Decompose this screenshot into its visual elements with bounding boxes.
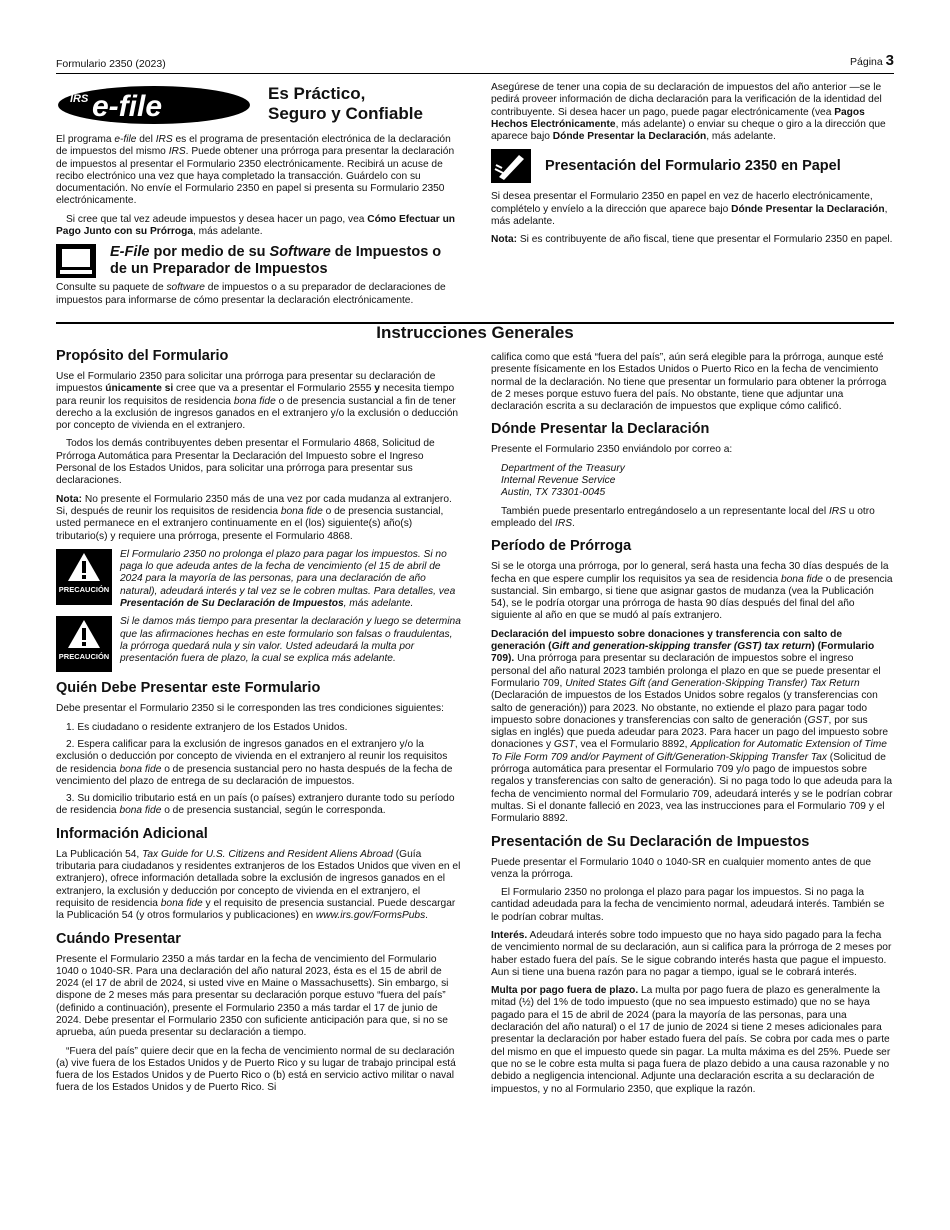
address-line-3: Austin, TX 73301-0045	[501, 487, 606, 499]
filing-heading: Presentación de Su Declaración de Impuestos	[491, 833, 810, 850]
condition-2: 2. Espera calificar para la exclusión de ingresos ganados en el extranjero y/o la exclusión o deducción por concepto de vivienda en el extranjero al reunir los requisitos de residencia bona fide o de presencia sustancial pero no hasta después de la fecha de vencimiento del plazo de entrega de su declaración de impuestos.	[56, 738, 453, 787]
period-paragraph-1: Si se le otorga una prórroga, por lo general, será hasta una fecha 30 días después de la fecha en que espere cumplir los requisitos ya sea de residencia bona fide o de presencia sustancial. Sin embargo, si tiene que asignar gastos de mudanza (vea la Publicación 54), se le podría otorgar una prórroga de hasta 90 días después del final del año siguiente al año en que se mudó al país extranjero.	[491, 561, 893, 622]
page-label: Página	[850, 56, 883, 68]
where-heading: Dónde Presentar la Declaración	[491, 421, 710, 438]
when-heading: Cuándo Presentar	[56, 930, 181, 947]
info-heading: Información Adicional	[56, 825, 208, 842]
purpose-paragraph-2: Todos los demás contribuyentes deben presentar el Formulario 4868, Solicitud de Prórroga Automática para Presentar la Declaración del Impuesto sobre el Ingreso Personal de los Estados Unidos, para solicitar una prórroga para presentar sus declaraciones.	[56, 438, 435, 487]
caution-block-1	[56, 549, 461, 610]
late-payment-paragraph: Multa por pago fuera de plazo. La multa por pago fuera de plazo es generalmente la mitad (½) del 1% de todo impuesto (que no sea impuesto estimado) que no se haya pagado para el 15 de abril de 2024 (para la mayoría de las personas, para una declaración del año natural) o el 17 de junio de 2024 si tiene 2 meses adicionales para presentar la declaración por haber estado fuera del país. Se cobra por cada mes o parte del mismo en que el impuesto quede sin pagar. La multa máxima es del 25%. Puede ser que no se le cobre esta multa si paga fuera de plazo debido a una causa razonable y no debido a negligencia intencional. Adjunte una declaración escrita a su declaración de impuestos, y no al Formulario 2350, que explique la razón.	[491, 985, 891, 1095]
when-paragraph-1: Presente el Formulario 2350 a más tardar en la fecha de vencimiento del Formulario 1040 o 1040-SR. Para una declaración del año natural 2023, ésta es el 15 de abril de 2024 (el 17 de abril de 2024, si usted vive en Maine o Massachusetts). Sin embargo, si dispone de 2 meses más para presentar su declaración porque estuvo “fuera del país” (definido a continuación), presente el Formulario 2350 a más tardar el 17 de junio de 2024. Debe presentar el Formulario 2350 con suficiente anticipación para que, si no se aprueba, aún pueda presentar su declaración a tiempo.	[56, 953, 449, 1039]
where-intro: Presente el Formulario 2350 enviándolo por correo a:	[491, 444, 733, 456]
paper-heading: Presentación del Formulario 2350 en Papel	[545, 157, 841, 174]
header-rule	[56, 73, 894, 74]
logo-efile-text: e-file	[92, 90, 163, 123]
purpose-paragraph-1: Use el Formulario 2350 para solicitar una prórroga para presentar su declaración de impuestos únicamente si cree que va a presentar el Formulario 2555 y necesita tiempo para reunir los requisitos de residencia bona fide o de presencia sustancial a fin de tener derecho a la exclusión de ingresos ganados en el extranjero y/o la exclusión o deducción por concepto de vivienda en el extranjero.	[56, 371, 459, 432]
efile-title	[268, 84, 423, 124]
software-paragraph: Consulte su paquete de software de impuestos o a su preparador de declaraciones de impuestos para informarse de cómo presentar la declaración electrónicamente.	[56, 282, 446, 306]
right-main-column	[491, 352, 894, 1102]
mailing-address	[491, 463, 894, 500]
form-label: Formulario 2350 (2023)	[56, 58, 166, 70]
paper-paragraph: Si desea presentar el Formulario 2350 en papel en vez de hacerlo electrónicamente, complételo y envíelo a la dirección que aparece bajo Dónde Presentar la Declaración, más adelante.	[491, 191, 888, 228]
where-paragraph-2: También puede presentarlo entregándoselo a un representante local del IRS u otro empleado del IRS.	[491, 505, 875, 529]
caution-label: PRECAUCIÓN	[58, 584, 110, 594]
gift-tax-paragraph: Declaración del impuesto sobre donaciones y transferencia con salto de generación (Gift and generation-skipping transfer (GST) tax return) (Formulario 709). Una prórroga para presentar su declaración de impuestos sobre el ingreso personal del año natural 2023 también prolonga el plazo en que se puede presentar el Formulario 709, United States Gift (and Generation-Skipping Transfer) Tax Return (Declaración de impuestos de los Estados Unidos sobre regalos (y transferencias con salto de generación)) para 2023. No obstante, no extiende el plazo para pagar todo impuesto sobre donaciones y transferencias con salto de generación (GST, por sus siglas en inglés) que pueda adeudar para 2023. Para hacer un pago del impuesto sobre donaciones y GST, vea el Formulario 8892, Application for Automatic Extension of Time To File Form 709 and/or Payment of Gift/Generation-Skipping Transfer Tax (Solicitud de prórroga automática para presentar el Formulario 709 y/o pago de impuestos sobre regalos y transferencias con salto de generación). Si no paga todo lo que adeuda para la fecha de vencimiento normal del Formulario 709, adeudará interés y se le podrían cobrar multas. Si el donante falleció en 2023, vea las instrucciones para el Formulario 709 y el Formulario 8892.	[491, 628, 893, 825]
section-title: Instrucciones Generales	[56, 322, 894, 339]
caution-block-2	[56, 616, 461, 672]
info-paragraph: La Publicación 54, Tax Guide for U.S. Citizens and Resident Aliens Abroad (Guía tributaria para ciudadanos y residentes extranjeros de los Estados Unidos que viven en el extranjero), ofrece información detallada sobre la exclusión de ingresos ganados en el extranjero, la exclusión y deducción por concepto de vivienda en el extranjero, el requisito de residencia bona fide y el requisito de presencia sustancial. Puede descargar la Publicación 54 (y otros formularios y publicaciones) en www.irs.gov/FormsPubs.	[56, 848, 461, 922]
fiscal-note: Nota: Si es contribuyente de año fiscal, tiene que presentar el Formulario 2350 en papel.	[491, 234, 893, 246]
who-heading: Quién Debe Presentar este Formulario	[56, 680, 321, 697]
period-heading: Período de Prórroga	[491, 538, 632, 555]
software-heading: E-File por medio de su Software de Impuestos o de un Preparador de Impuestos	[110, 244, 442, 278]
caution-icon	[56, 616, 112, 672]
condition-3: 3. Su domicilio tributario está en un país (o países) extranjero durante todo su período de residencia bona fide o de presencia sustancial, según le corresponda.	[56, 793, 455, 817]
who-intro: Debe presentar el Formulario 2350 si le corresponden las tres condiciones siguientes:	[56, 703, 444, 715]
efile-section	[56, 134, 456, 313]
interest-paragraph: Interés. Adeudará interés sobre todo impuesto que no haya sido pagado para la fecha de vencimiento normal de su declaración, aun si califica para la prórroga de 2 meses por haber estado fuera del país. Se le sigue cobrando interés hasta que pague el impuesto. Aun si tiene una buena razón para no pagar a tiempo, igual se le cobrará interés.	[491, 929, 892, 978]
purpose-note: Nota: No presente el Formulario 2350 más de una vez por cada mudanza al extranjero. Si, después de reunir los requisitos de residencia bona fide o de presencia sustancial, usted permanece en el extranjero continuamente en el (los) siguiente(s) año(s) tributario(s) y requiere una prórroga, presente el Formulario 4868.	[56, 493, 452, 542]
left-main-column	[56, 348, 461, 1101]
filing-paragraph-1: Puede presentar el Formulario 1040 o 1040-SR en cualquier momento antes de que venza la prórroga.	[491, 856, 872, 880]
efile-title-line1: Es Práctico,	[268, 84, 366, 103]
caution-text-1: El Formulario 2350 no prolonga el plazo para pagar los impuestos. Si no paga lo que adeuda antes de la fecha de vencimiento (el 15 de abril de 2024 para la mayoría de las personas, para una declaración de año natural), adeudará interés y tal vez se le cobren multas. Para detalles, vea Presentación de Su Declaración de Impuestos, más adelante.	[120, 548, 456, 610]
forms-pubs-link[interactable]: www.irs.gov/FormsPubs	[315, 910, 426, 922]
pen-paper-icon	[491, 149, 531, 183]
page-number-label	[850, 52, 894, 69]
page-number: 3	[885, 52, 894, 69]
right-top-section	[491, 82, 894, 253]
caution-icon	[56, 549, 112, 605]
address-line-2: Internal Revenue Service	[501, 475, 616, 487]
purpose-heading: Propósito del Formulario	[56, 348, 229, 364]
efile-paragraph-2: Si cree que tal vez adeude impuestos y desea hacer un pago, vea Cómo Efectuar un Pago Junto con su Prórroga, más adelante.	[56, 213, 456, 238]
caution-label: PRECAUCIÓN	[58, 652, 110, 662]
logo-irs-text: IRS	[70, 93, 89, 105]
when-paragraph-3: califica como que está “fuera del país”, aún será elegible para la prórroga, aunque esté presente físicamente en los Estados Unidos o Puerto Rico en la fecha de vencimiento normal de la declaración. No tiene que presentar un formulario para obtener la prórroga de 2 meses porque estuvo fuera del país. No obstante, tiene que adjuntar una declaración escrita a su declaración de impuestos que explique cómo calificó.	[491, 352, 887, 413]
when-paragraph-2: “Fuera del país” quiere decir que en la fecha de vencimiento normal de su declaración (a) vive fuera de los Estados Unidos y de Puerto Rico y su lugar de trabajo principal está fuera de los Estados Unidos y de Puerto Rico o (b) está en servicio activo militar o naval fuera de los Estados Unidos y de Puerto Rico. Si	[56, 1045, 456, 1094]
filing-paragraph-2: El Formulario 2350 no prolonga el plazo para pagar los impuestos. Si no paga la cantidad adeudada para la fecha de vencimiento normal, adeudará interés. También se le podrían cobrar multas.	[491, 887, 885, 923]
efile-paragraph-1: El programa e-file del IRS es el programa de presentación electrónica de la declaración de impuestos del mismo IRS. Puede obtener una prórroga para presentar la declaración de impuestos al presentar el Formulario 2350 electrónicamente. Recibirá un acuse de recibo electrónico una vez que haya completado la transacción. Guárdelo con su documentación. No envíe el Formulario 2350 en papel si presenta su Formulario 2350 electrónicamente.	[56, 134, 455, 207]
computer-icon	[56, 244, 96, 278]
conditions-list	[56, 722, 461, 818]
address-line-1: Department of the Treasury	[501, 462, 625, 474]
irs-efile-logo	[56, 84, 252, 126]
condition-1: 1. Es ciudadano o residente extranjero de los Estados Unidos.	[66, 721, 348, 733]
copy-paragraph: Asegúrese de tener una copia de su declaración de impuestos del año anterior —se le pedirá proveer información de dicha declaración para la verificación de la identidad del contribuyente. Si desea hacer un pago, puede pagar electrónicamente (vea Pagos Hechos Electrónicamente, más adelante) o enviar su cheque o giro a la dirección que aparece bajo Dónde Presentar la Declaración, más adelante.	[491, 82, 886, 143]
efile-title-line2: Seguro y Confiable	[268, 104, 423, 123]
caution-text-2: Si le damos más tiempo para presentar la declaración y luego se determina que las afirmaciones hechas en este formulario son falsas o fraudulentas, la prórroga quedará nula y sin valor. Usted adeudará la multa por presentación fuera de plazo, la cual se explica más adelante.	[120, 616, 461, 665]
